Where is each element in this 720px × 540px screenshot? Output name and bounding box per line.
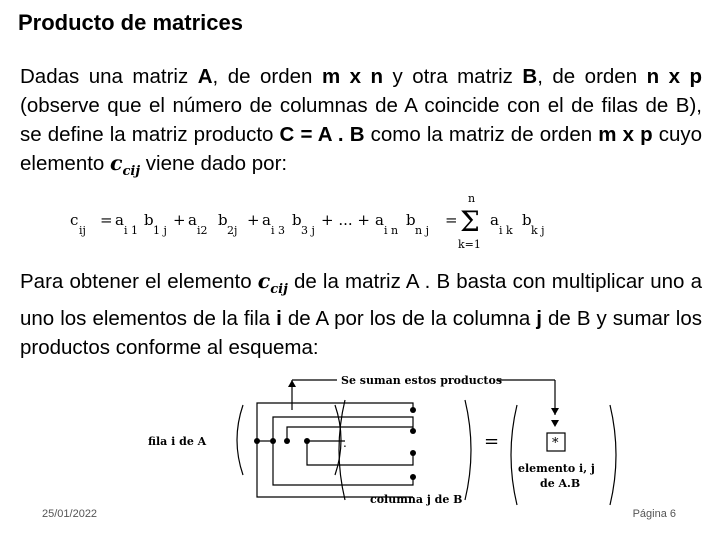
term-b-sub: 3 j [301,224,315,237]
term-a-sub: i n [384,224,399,237]
product-formula [70,192,610,252]
text-run: viene dado por: [140,152,288,175]
text-run: , de orden [537,65,647,88]
connector-7 [307,441,413,465]
equals-symbol: = [484,431,500,452]
matrix-b-label: B [522,65,538,88]
cij-symbol: $c_{cij}$ [257,269,288,298]
term-op: + [173,211,186,229]
result-right-bracket [610,405,616,505]
term-op: + ... + [321,211,370,229]
text-run: de la matriz A . B basta con multiplicar uno a uno los elementos de la fila [20,270,702,331]
row-dot [254,438,260,444]
sum-b-sub: k j [531,224,545,237]
sum-lower: k=1 [458,238,481,251]
column-dot [410,450,416,456]
text-run: Dadas una matriz [20,65,198,88]
term-b: b [144,211,154,229]
text-run: de B y sumar los productos conforme al esquema: [20,307,702,360]
text-run: Para obtener el elemento [20,270,258,293]
cij-subscript: cij [122,164,141,180]
sum-b: b [522,211,532,229]
term-a-sub: i 1 [124,224,139,237]
matrix-a-left-bracket [237,405,243,475]
column-label: columna j de B [370,493,463,506]
sum-a-sub: i k [499,224,513,237]
term-b: b [292,211,302,229]
ellipsis-mark: . [343,436,347,450]
connector-6 [257,441,413,497]
order-label: m x n [321,65,384,88]
term-b: b [218,211,228,229]
column-dot [410,407,416,413]
term-a: a [375,211,384,229]
cij-symbol: $c_{cij}$ [110,151,141,180]
down-arrowhead [551,408,559,415]
term-a-sub: i2 [197,224,208,237]
term-b-sub: 2j [227,224,238,237]
product-label: C = A . B [279,123,365,146]
footer-date: 25/01/2022 [42,508,98,520]
row-label: fila i de A [148,435,207,448]
formula-equals: = [445,211,458,229]
row-dot [304,438,310,444]
slide-title: Producto de matrices [18,10,243,35]
text-run: de A por los de la columna [281,307,537,331]
down-arrowhead-2 [551,420,559,427]
footer-page-number: Página 6 [632,508,676,520]
column-dot [410,428,416,434]
index-i: i [276,307,282,331]
row-dot [270,438,276,444]
element-label: elemento i, j [518,462,595,475]
text-run: y otra matriz [383,65,523,88]
text-run: , de orden [212,65,322,88]
row-dot [284,438,290,444]
sum-upper: n [468,192,476,205]
order-label: n x p [646,65,703,88]
index-j: j [536,307,542,331]
connector-1 [257,403,413,441]
text-run: como la matriz de orden [364,123,599,146]
term-op: + [247,211,260,229]
multiplication-scheme-diagram [145,365,635,515]
top-label: Se suman estos productos [341,374,503,387]
up-arrowhead [288,380,296,387]
term-b-sub: 1 j [153,224,167,237]
order-label: m x p [598,123,653,146]
definition-paragraph [20,62,702,186]
formula-lhs: c [70,211,79,229]
term-b-sub: n j [415,224,429,237]
term-a: a [188,211,197,229]
formula-equals: = [100,211,113,229]
term-b: b [406,211,416,229]
term-a-sub: i 3 [271,224,286,237]
explanation-paragraph [20,267,702,362]
element-label-2: de A.B [540,477,581,490]
result-left-bracket [511,405,517,505]
formula-lhs-sub: ij [79,224,86,237]
column-dot [410,474,416,480]
term-a: a [115,211,124,229]
star-symbol: * [552,436,559,451]
sum-symbol: Σ [460,205,480,238]
cij-subscript: cij [270,282,288,298]
matrix-b-right-bracket [465,400,471,500]
term-a: a [262,211,271,229]
matrix-a-label: A [197,65,213,88]
sum-a: a [490,211,499,229]
text-run: (observe que el número de columnas de A coincide con el de filas de B), se define la matriz producto [20,94,702,146]
text-run: cuyo elemento [20,123,703,175]
